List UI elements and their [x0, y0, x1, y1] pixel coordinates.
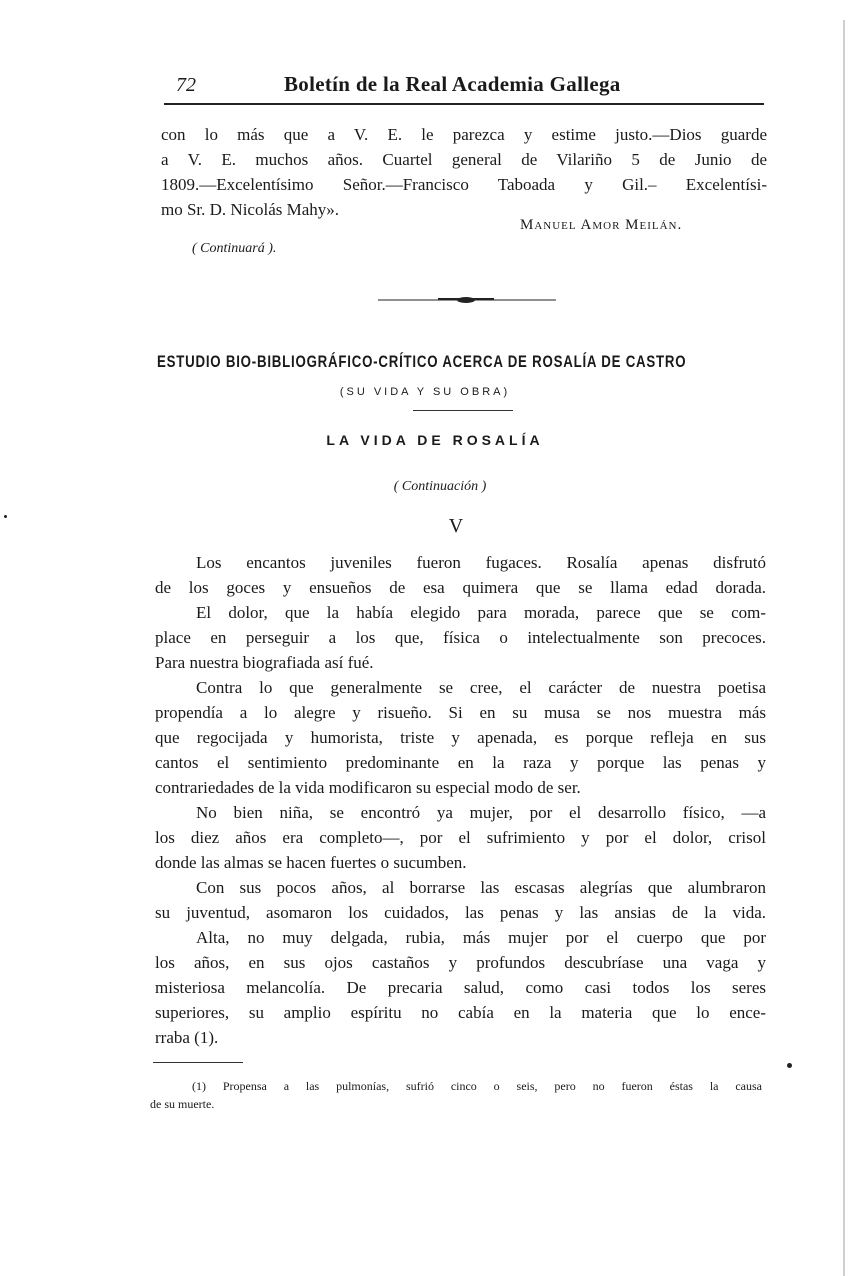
body-line-11: No bien niña, se encontró ya mujer, por el desarrollo físico, —a — [196, 803, 766, 822]
body-line-4: place en perseguir a los que, física o intelectualmente son precoces. — [155, 628, 766, 647]
body-line-14: Con sus pocos años, al borrarse las escasas alegrías que alumbraron — [196, 878, 766, 897]
body-line-20: rraba (1). — [155, 1028, 219, 1047]
journal-title: Boletín de la Real Academia Gallega — [284, 72, 621, 96]
prev-line-3 — [161, 173, 767, 197]
body-line-15: su juventud, asomaron los cuidados, las penas y las ansias de la vida. — [155, 903, 766, 922]
subtitle-rule — [413, 410, 513, 411]
body-line-1: Los encantos juveniles fueron fugaces. Rosalía apenas disfrutó — [196, 553, 766, 572]
body-line-17: los años, en sus ojos castaños y profundos descubríase una vaga y — [155, 953, 766, 972]
body-line-16: Alta, no muy delgada, rubia, más mujer por el cuerpo que por — [196, 928, 766, 947]
body-line-2: de los goces y ensueños de esa quimera que se llama edad dorada. — [155, 578, 766, 597]
page-edge — [843, 20, 845, 1276]
body-line-5: Para nuestra biografiada así fué. — [155, 653, 374, 672]
prev-line-2: a V. E. muchos años. Cuartel general de Vilariño 5 de Junio de — [161, 150, 767, 169]
body-line-8: que regocijada y humorista, triste y apenada, es porque refleja en sus — [155, 728, 766, 747]
article-subtitle: (SU VIDA Y SU OBRA) — [339, 386, 511, 398]
prev-line-3-text: 1809.—Excelentísimo Señor.—Francisco Taboada y Gil.– Excelentísi- — [161, 175, 767, 194]
print-speck — [787, 1063, 792, 1068]
body-line-18: misteriosa melancolía. De precaria salud, como casi todos los seres — [155, 978, 766, 997]
article-title: ESTUDIO BIO-BIBLIOGRÁFICO-CRÍTICO ACERCA DE ROSALÍA DE CASTRO — [157, 352, 687, 371]
prev-line-4: mo Sr. D. Nicolás Mahy». — [161, 200, 340, 219]
ornament-divider — [378, 293, 556, 307]
body-line-9: cantos el sentimiento predominante en la raza y porque las penas y — [155, 753, 766, 772]
footnote-line-2: de su muerte. — [150, 1097, 215, 1111]
author-signature: Manuel Amor Meilán. — [520, 217, 683, 233]
body-line-6: Contra lo que generalmente se cree, el carácter de nuestra poetisa — [196, 678, 766, 697]
footnote-line-1: (1) Propensa a las pulmonías, sufrió cinco o seis, pero no fueron éstas la causa — [192, 1079, 762, 1093]
continuation-note: ( Continuación ) — [393, 479, 487, 494]
print-speck — [4, 515, 7, 518]
body-line-12: los diez años era completo—, por el sufrimiento y por el dolor, crisol — [155, 828, 766, 847]
header-rule — [164, 103, 764, 105]
continued-note: ( Continuará ). — [192, 241, 277, 256]
page-number: 72 — [176, 74, 196, 96]
section-title: LA VIDA DE ROSALÍA — [326, 432, 544, 448]
prev-line-1: con lo más que a V. E. le parezca y estime justo.—Dios guarde — [161, 125, 767, 144]
body-line-3: El dolor, que la había elegido para morada, parece que se com- — [196, 603, 766, 622]
body-line-19: superiores, su amplio espíritu no cabía en la materia que lo ence- — [155, 1003, 766, 1022]
chapter-number: V — [448, 515, 464, 537]
body-line-10: contrariedades de la vida modificaron su especial modo de ser. — [155, 778, 581, 797]
body-line-13: donde las almas se hacen fuertes o sucumben. — [155, 853, 467, 872]
footnote-rule — [153, 1062, 243, 1063]
body-line-7: propendía a lo alegre y risueño. Si en su musa se nos muestra más — [155, 703, 766, 722]
